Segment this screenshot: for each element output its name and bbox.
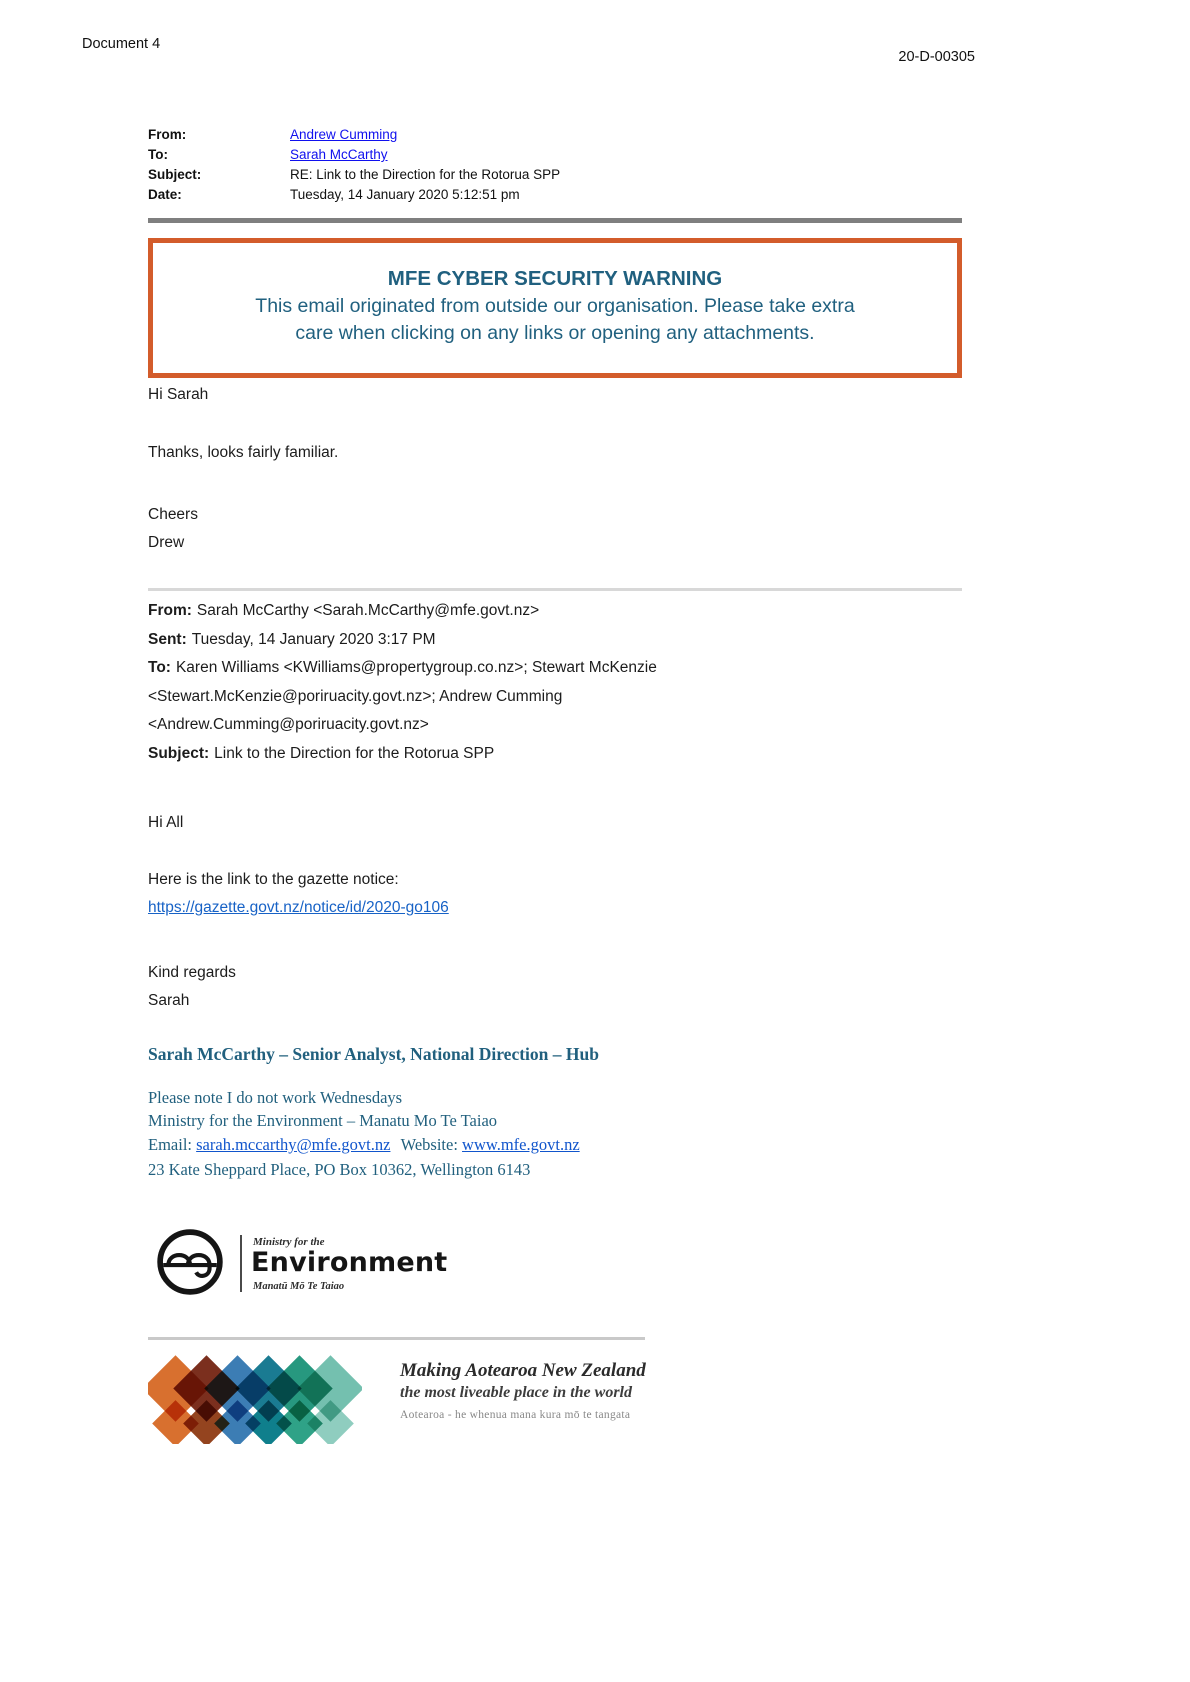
signature-email-link[interactable]: sarah.mccarthy@mfe.govt.nz [196,1135,391,1154]
gazette-link-row [148,899,449,917]
mfe-logo-icon [156,1228,224,1296]
quoted-subject-label: Subject: [148,744,210,762]
gazette-notice-link[interactable]: https://gazette.govt.nz/notice/id/2020-go106 [148,899,449,916]
message-greeting: Hi Sarah [148,386,209,403]
quoted-email-header [148,597,657,769]
header-from-row [148,127,397,143]
quoted-sent-label: Sent: [148,630,187,648]
quoted-to-row [148,654,657,683]
quoted-to-value: Karen Williams <KWilliams@propertygroup.co.nz>; Stewart McKenzie [175,659,657,677]
quoted-to-row-wrap: <Andrew.Cumming@poriruacity.govt.nz> [148,716,429,734]
quoted-to-row-wrap: <Stewart.McKenzie@poriruacity.govt.nz>; Andrew Cumming [148,687,563,705]
header-subject-row [148,167,560,183]
quoted-email-separator [148,588,962,591]
message-text: Thanks, looks fairly familiar. [148,444,339,461]
header-date-row [148,187,520,203]
quoted-from-value: Sarah McCarthy <Sarah.McCarthy@mfe.govt.nz> [196,602,540,619]
message-signoff: Drew [148,534,185,551]
logo-tagline-bottom: Manatū Mō Te Taiao [253,1281,345,1292]
logo-name: Environment [251,1247,448,1278]
to-recipient-link[interactable]: Sarah McCarthy [290,147,388,162]
warning-body-line: care when clicking on any links or opening any attachments. [295,321,815,344]
message-closing: Cheers [148,506,198,523]
cyber-security-warning-box [148,238,962,378]
from-sender-link[interactable]: Andrew Cumming [290,127,398,142]
email-label: Email: [148,1135,192,1154]
date-label: Date: [148,187,182,202]
to-label: To: [148,147,168,162]
signature-website-link[interactable]: www.mfe.govt.nz [462,1135,580,1154]
subject-label: Subject: [148,167,202,182]
quoted-from-label: From: [148,602,192,619]
quoted-greeting: Hi All [148,814,184,831]
banner-maori-tagline: Aotearoa - he whenua mana kura mō te tangata [400,1409,631,1421]
quoted-sent-value: Tuesday, 14 January 2020 3:17 PM [191,630,436,648]
header-separator [148,218,962,223]
banner-subheadline: the most liveable place in the world [400,1384,632,1401]
website-label: Website: [400,1135,458,1154]
logo-divider [240,1235,242,1292]
signature-name-title: Sarah McCarthy – Senior Analyst, National Direction – Hub [148,1044,599,1064]
quoted-sent-row [148,626,657,655]
quoted-subject-row [148,740,657,769]
document-reference: 20-D-00305 [898,49,975,65]
gazette-link-intro: Here is the link to the gazette notice: [148,871,399,888]
quoted-from-row [148,597,657,626]
diamond-pattern [148,1354,362,1444]
signature-organisation: Ministry for the Environment – Manatu Mo Te Taiao [148,1111,498,1130]
banner-separator [148,1337,645,1340]
document-number: Document 4 [82,36,161,52]
quoted-signoff: Sarah [148,992,190,1009]
warning-body-line: This email originated from outside our organisation. Please take extra [255,295,855,317]
subject-value: RE: Link to the Direction for the Rotorua SPP [290,167,561,182]
signature-availability-note: Please note I do not work Wednesdays [148,1088,403,1107]
warning-title: MFE CYBER SECURITY WARNING [387,267,723,290]
banner-headline: Making Aotearoa New Zealand [400,1360,646,1381]
from-label: From: [148,127,187,142]
quoted-subject-value: Link to the Direction for the Rotorua SPP [214,744,495,762]
date-value: Tuesday, 14 January 2020 5:12:51 pm [290,187,520,202]
header-to-row [148,147,388,163]
quoted-closing: Kind regards [148,964,236,981]
signature-address: 23 Kate Sheppard Place, PO Box 10362, Wellington 6143 [148,1160,531,1179]
quoted-to-label: To: [148,659,171,677]
logo-tagline-top: Ministry for the [253,1236,325,1248]
signature-contact-row [148,1135,580,1155]
